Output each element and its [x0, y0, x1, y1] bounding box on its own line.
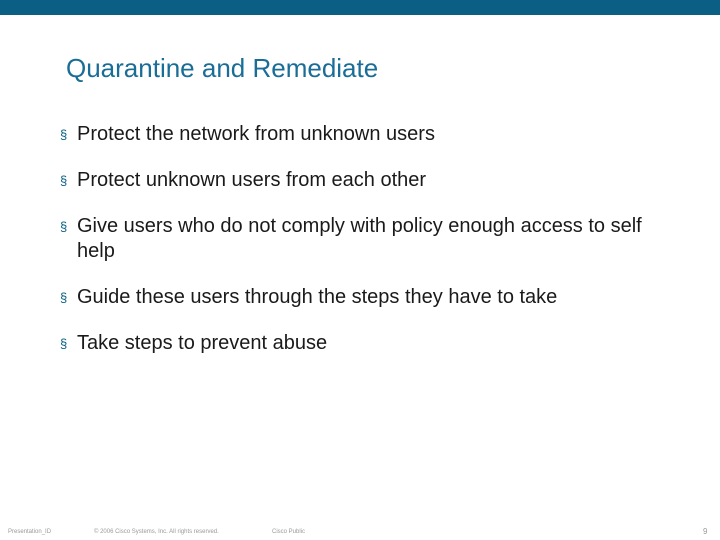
bullet-marker-icon: §: [60, 173, 68, 188]
bullet-list: [60, 122, 680, 377]
bullet-marker-icon: §: [60, 290, 68, 305]
bullet-marker-icon: §: [60, 127, 68, 142]
top-banner-bar: [0, 0, 720, 15]
bullet-item: [60, 331, 680, 356]
bullet-marker-icon: §: [60, 219, 68, 234]
footer-presentation-id: Presentation_ID: [8, 529, 52, 535]
bullet-item: [60, 214, 680, 264]
bullet-item: [60, 168, 680, 193]
bullet-text: Protect the network from unknown users: [77, 123, 435, 145]
bullet-text: Take steps to prevent abuse: [77, 332, 328, 354]
bullet-item: [60, 285, 680, 310]
bullet-text: Protect unknown users from each other: [77, 169, 427, 191]
footer-copyright: © 2006 Cisco Systems, Inc. All rights reserved.: [94, 529, 219, 535]
bullet-marker-icon: §: [60, 336, 68, 351]
bullet-item: [60, 122, 680, 147]
footer-classification: Cisco Public: [272, 529, 306, 535]
bullet-text: Give users who do not comply with policy enough access to self help: [77, 215, 642, 262]
slide-title: Quarantine and Remediate: [66, 53, 379, 83]
footer-page-number: 9: [703, 527, 708, 536]
bullet-text: Guide these users through the steps they have to take: [77, 286, 558, 308]
